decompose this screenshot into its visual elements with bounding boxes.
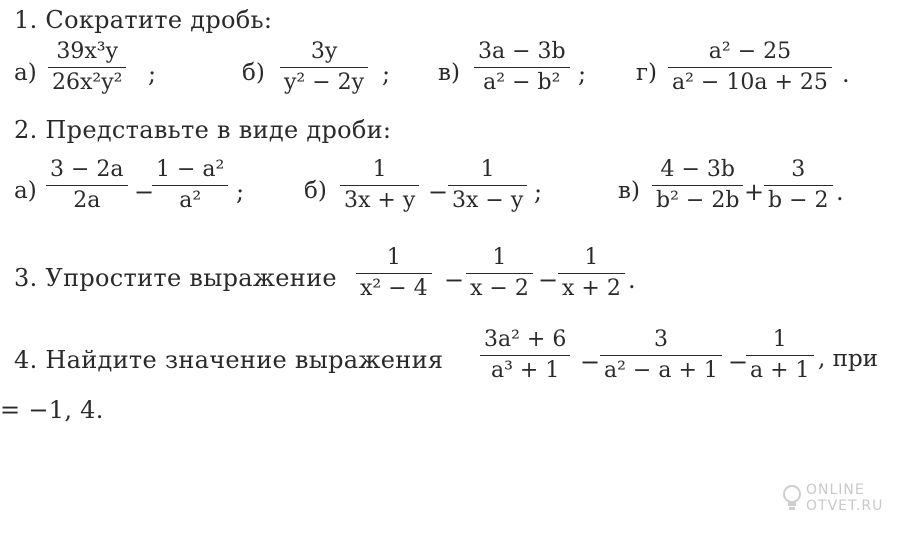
numerator: 3y	[310, 39, 338, 64]
numerator: a² − 25	[708, 39, 792, 64]
numerator: 3	[791, 157, 806, 182]
task4-fraction-3	[746, 326, 814, 385]
numerator: 1 − a²	[156, 157, 225, 182]
task3-operator-1: −	[444, 266, 465, 294]
task1-item-c-label: в)	[438, 60, 460, 86]
task2-item-b-operator: −	[428, 178, 449, 206]
task4-operator-1: −	[580, 348, 601, 376]
task1-item-a-punct: ;	[148, 60, 157, 88]
task1-item-d-fraction	[668, 38, 832, 97]
task2-item-c-punct: .	[836, 178, 844, 206]
numerator: 4 − 3b	[660, 157, 735, 182]
numerator: 3 − 2a	[50, 157, 124, 182]
fraction-bar	[652, 185, 743, 186]
denominator: a² − b²	[483, 70, 561, 95]
fraction-bar	[152, 185, 228, 186]
task2-item-a-fraction-2	[152, 156, 228, 215]
denominator: a² − a + 1	[604, 358, 718, 383]
fraction-bar	[280, 67, 368, 68]
task3-punct: .	[628, 266, 636, 294]
task1-item-b-fraction	[280, 38, 368, 97]
task1-item-c-punct: ;	[578, 60, 587, 88]
task2-item-c-fraction-1	[652, 156, 743, 215]
denominator: a² − 10a + 25	[672, 70, 828, 95]
fraction-bar	[466, 273, 533, 274]
task3-fraction-2	[466, 244, 533, 303]
fraction-bar	[746, 355, 814, 356]
task2-item-b-fraction-2	[448, 156, 527, 215]
denominator: 2a	[73, 188, 101, 213]
numerator: 3a² + 6	[484, 327, 567, 352]
task3-fraction-1	[356, 244, 432, 303]
numerator: 1	[386, 245, 401, 270]
numerator: 1	[372, 157, 387, 182]
task1-item-b-punct: ;	[382, 60, 391, 88]
denominator: 26x²y²	[52, 70, 123, 95]
numerator: 1	[492, 245, 507, 270]
task4-tail: , при	[818, 346, 879, 372]
watermark-line-1: ONLINE	[806, 482, 865, 498]
lightbulb-icon	[782, 484, 802, 512]
task2-item-a-fraction-1	[46, 156, 128, 215]
task1-item-b-label: б)	[242, 60, 265, 86]
task2-item-a-label: а)	[14, 178, 37, 204]
task4-heading: 4. Найдите значение выражения	[14, 346, 444, 374]
denominator: a + 1	[750, 358, 810, 383]
fraction-bar	[764, 185, 833, 186]
task4-fraction-2	[600, 326, 722, 385]
task2-item-b-fraction-1	[340, 156, 419, 215]
watermark-line-2: OTVET.RU	[806, 498, 884, 514]
numerator: 1	[772, 327, 787, 352]
task1-item-d-label: г)	[636, 60, 658, 86]
task4-continuation: = −1, 4.	[0, 396, 104, 424]
fraction-bar	[356, 273, 432, 274]
task3-operator-2: −	[538, 266, 559, 294]
task2-item-a-punct: ;	[236, 178, 245, 206]
fraction-bar	[340, 185, 419, 186]
task2-item-b-punct: ;	[534, 178, 543, 206]
task2-item-a-operator: −	[134, 178, 155, 206]
numerator: 3a − 3b	[478, 39, 566, 64]
numerator: 39x³y	[56, 39, 119, 64]
numerator: 3	[653, 327, 668, 352]
denominator: b² − 2b	[656, 188, 740, 213]
task1-item-d-punct: .	[842, 60, 850, 88]
task2-item-c-label: в)	[618, 178, 640, 204]
fraction-bar	[668, 67, 832, 68]
task3-heading: 3. Упростите выражение	[14, 264, 337, 292]
numerator: 1	[480, 157, 495, 182]
denominator: x² − 4	[360, 276, 428, 301]
task2-item-b-label: б)	[304, 178, 327, 204]
denominator: a²	[179, 188, 202, 213]
task1-item-c-fraction	[474, 38, 570, 97]
task1-item-a-fraction	[48, 38, 126, 97]
denominator: 3x + y	[344, 188, 416, 213]
task4-fraction-1	[480, 326, 570, 385]
fraction-bar	[558, 273, 625, 274]
task1-item-a-label: а)	[14, 60, 37, 86]
denominator: b − 2	[768, 188, 829, 213]
fraction-bar	[46, 185, 128, 186]
denominator: 3x − y	[452, 188, 524, 213]
task1-heading: 1. Сократите дробь:	[14, 6, 273, 34]
task2-item-c-operator: +	[744, 178, 765, 206]
fraction-bar	[600, 355, 722, 356]
fraction-bar	[48, 67, 126, 68]
watermark-text	[806, 482, 883, 514]
denominator: a³ + 1	[491, 358, 560, 383]
fraction-bar	[480, 355, 570, 356]
denominator: y² − 2y	[284, 70, 365, 95]
task3-fraction-3	[558, 244, 625, 303]
task4-operator-2: −	[728, 348, 749, 376]
numerator: 1	[584, 245, 599, 270]
fraction-bar	[474, 67, 570, 68]
fraction-bar	[448, 185, 527, 186]
task2-heading: 2. Представьте в виде дроби:	[14, 116, 392, 144]
denominator: x + 2	[562, 276, 621, 301]
denominator: x − 2	[470, 276, 529, 301]
task2-item-c-fraction-2	[764, 156, 833, 215]
